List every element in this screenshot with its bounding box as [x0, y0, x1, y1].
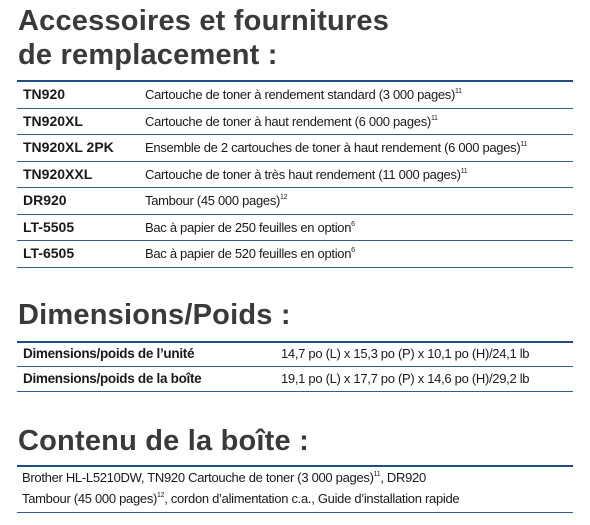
accessory-description [145, 140, 527, 155]
accessory-description-text: Cartouche de toner à rendement standard (3 000 pages) [145, 87, 456, 102]
accessory-row [17, 82, 573, 109]
accessory-row [17, 188, 573, 215]
accessory-code: TN920XXL [23, 165, 93, 182]
footnote-ref: 6 [351, 247, 355, 254]
accessory-code: DR920 [23, 192, 67, 208]
accessories-title-line1: Accessoires et fournitures [18, 5, 390, 37]
accessory-row [17, 135, 573, 162]
contents-top-rule [17, 465, 573, 467]
dimensions-value: 14,7 po (L) x 15,3 po (P) x 10,1 po (H)/24,1 lb [281, 346, 530, 361]
accessory-row [17, 241, 573, 268]
dimensions-label: Dimensions/poids de la boîte [23, 371, 202, 386]
accessory-description [145, 114, 438, 129]
accessory-description-text: Cartouche de toner à haut rendement (6 000 pages) [145, 113, 431, 129]
footnote-ref: 6 [351, 220, 355, 228]
contents-text: Tambour (45 000 pages) [22, 491, 158, 506]
footnote-ref: 11 [455, 88, 462, 95]
contents-text: , DR920 [380, 470, 426, 485]
contents-text: , cordon d’alimentation c.a., Guide d’installation rapide [164, 491, 460, 506]
footnote-ref: 11 [460, 167, 468, 175]
accessory-code: LT-5505 [23, 218, 75, 235]
accessory-row [17, 162, 573, 189]
accessory-code: LT-6505 [23, 245, 75, 261]
dimensions-label: Dimensions/poids de l’unité [23, 346, 195, 361]
contents-title: Contenu de la boîte : [18, 425, 309, 457]
footnote-ref: 12 [157, 492, 165, 499]
accessory-row [17, 215, 573, 242]
footnote-ref: 11 [520, 141, 528, 148]
accessories-title-line2: de remplacement : [18, 39, 278, 71]
accessory-description [145, 220, 355, 235]
footnote-ref: 11 [430, 114, 438, 122]
accessory-description [145, 193, 287, 208]
accessory-code: TN920XL 2PK [23, 139, 114, 155]
accessory-description [145, 167, 467, 182]
accessory-description-text: Ensemble de 2 cartouches de toner à haut rendement (6 000 pages) [145, 140, 521, 155]
accessory-row [17, 109, 573, 136]
accessory-code: TN920 [23, 86, 66, 102]
dimensions-row-unit [17, 343, 573, 367]
accessory-description-text: Bac à papier de 520 feuilles en option [145, 246, 352, 261]
contents-line-2 [22, 489, 459, 509]
dimensions-value: 19,1 po (L) x 17,7 po (P) x 14,6 po (H)/29,2 lb [281, 371, 530, 386]
dimensions-title: Dimensions/Poids : [18, 299, 291, 331]
dimensions-row-box [17, 367, 573, 392]
footnote-ref: 12 [280, 194, 288, 201]
accessory-description [145, 87, 462, 102]
accessory-description [145, 246, 355, 261]
accessory-description-text: Cartouche de toner à très haut rendement (11 000 pages) [145, 166, 461, 182]
footnote-ref: 11 [373, 471, 381, 478]
contents-line-1 [22, 468, 426, 488]
contents-text: Brother HL-L5210DW, TN920 Cartouche de toner (3 000 pages) [22, 470, 374, 485]
accessory-description-text: Tambour (45 000 pages) [145, 193, 281, 208]
accessory-code: TN920XL [23, 112, 83, 129]
accessory-description-text: Bac à papier de 250 feuilles en option [145, 219, 352, 235]
contents-bottom-rule [17, 512, 573, 513]
